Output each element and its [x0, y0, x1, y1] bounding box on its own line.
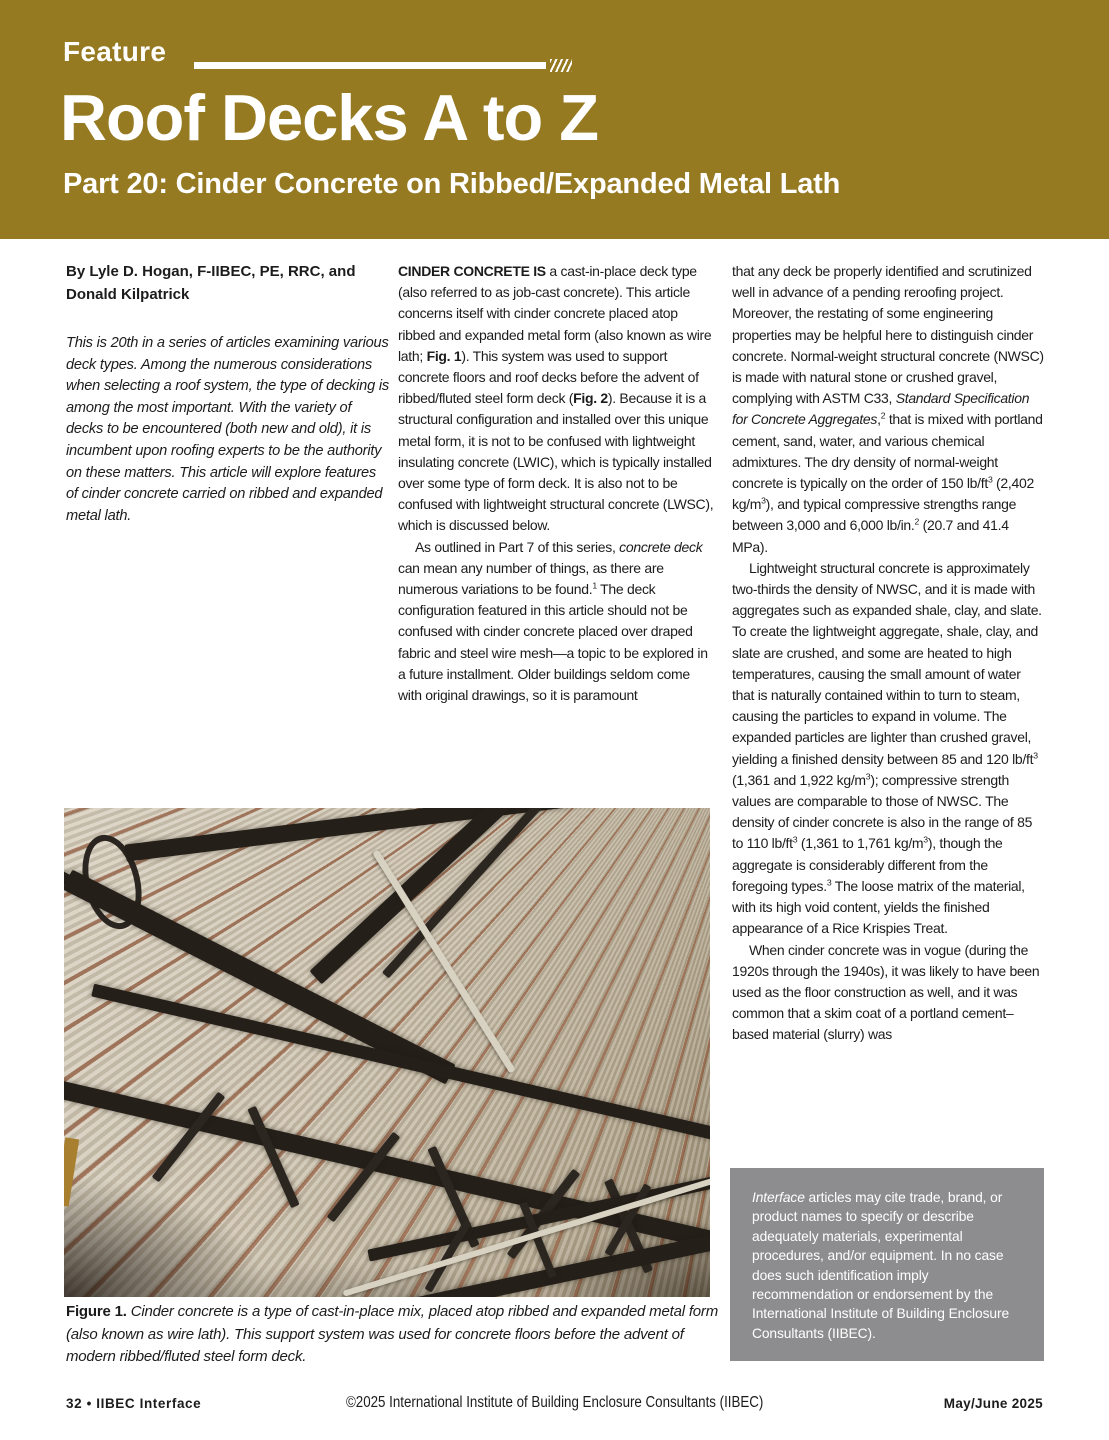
article-title: Roof Decks A to Z [60, 81, 598, 154]
body-paragraph: As outlined in Part 7 of this series, concrete deck can mean any number of things, as there are numerous variations to be found.$^1$ The deck configuration featured in this article should not be confused with cinder concrete placed over draped fabric and steel wire mesh—a topic to be explored in a future installment. Older buildings seldom come with original drawings, so it is paramount [398, 538, 708, 704]
page-footer [0, 1394, 1109, 1416]
article-subtitle: Part 20: Cinder Concrete on Ribbed/Expanded Metal Lath [63, 168, 841, 200]
footer-issue-date: May/June 2025 [943, 1396, 1043, 1411]
figure-1-caption: Figure 1. Cinder concrete is a type of cast-in-place mix, placed atop ribbed and expanded metal form (also known as wire lath). This support system was used for concrete floors before the advent of modern ribbed/fluted steel form deck. [66, 1303, 719, 1365]
photo-yellow-fitting [64, 1137, 79, 1206]
footer-copyright: ©2025 International Institute of Building Enclosure Consultants (IIBEC) [345, 1394, 764, 1411]
byline-line-2: Donald Kilpatrick [66, 286, 190, 303]
footer-page-number: 32 • IIBEC Interface [66, 1396, 202, 1411]
body-paragraph: When cinder concrete was in vogue (during the 1920s through the 1940s), it was likely to have been used as the floor construction as well, and it was common that a skim coat of a portland cement–based material (slurry) was [732, 941, 1040, 1043]
intro-paragraph: This is 20th in a series of articles examining various deck types. Among the numerous considerations when selecting a roof system, the type of decking is among the most important. With the variety of decks to be encountered (both new and old), it is incumbent upon roofing experts to be the authority on these matters. This article will explore features of cinder concrete carried on ribbed and expanded metal lath. [66, 335, 389, 524]
column-3 [732, 261, 1045, 1046]
feature-kicker: Feature [63, 36, 167, 67]
byline-line-1: By Lyle D. Hogan, F-IIBEC, PE, RRC, and [66, 263, 356, 280]
body-paragraph: Lightweight structural concrete is approximately two-thirds the density of NWSC, and it is made with aggregates such as expanded shale, clay, and slate. To create the lightweight aggregate, shale, clay, and slate are crushed, and some are heated to high temperatures, causing the small amount of water that is naturally contained within to turn to steam, causing the particles to expand in volume. The expanded particles are lighter than crushed gravel, yielding a finished density between 85 and 120 $lb/ft^3$ (1,361 and 1,922 $kg/m^3$); compressive strength values are comparable to those of NWSC. The density of cinder concrete is also in the range of 85 to 110 $lb/ft^3$ (1,361 to 1,761 $kg/m^3$), though the aggregate is considerably different from the foregoing types.$^3$ The loose matrix of the material, with its high void content, yields the finished appearance of a Rice Krispies Treat. [732, 559, 1042, 937]
kicker-rule-hatch-icon [550, 59, 572, 72]
body-paragraph: that any deck be properly identified and scrutinized well in advance of a pending reroofing project. Moreover, the restating of some engineering properties may be helpful here to distinguish cinder concrete. Normal-weight structural concrete (NWSC) is made with natural stone or crushed gravel, complying with ASTM C33, Standard Specification for Concrete Aggregates,$^2$ that is mixed with portland cement, sand, water, and various chemical admixtures. The dry density of normal-weight concrete is typically on the order of 150 $lb/ft^3$ (2,402 $kg/m^3$), and typical compressive strengths range between 3,000 and 6,000 lb/in.$^2$ (20.7 and 41.4 MPa). [732, 263, 1044, 555]
photo-truss-web [247, 1106, 299, 1208]
header-band [0, 0, 1109, 239]
body-paragraph: CINDER CONCRETE IS a cast-in-place deck type (also referred to as job-cast concrete). This article concerns itself with cinder concrete placed atop ribbed and expanded metal form (also known as wire lath; Fig. 1). This system was used to support concrete floors and roof decks before the advent of ribbed/fluted steel form deck (Fig. 2). Because it is a structural configuration and installed over this unique metal form, it is not to be confused with lightweight insulating concrete (LWIC), which is typically installed over some type of form deck. It is also not to be confused with lightweight structural concrete (LWSC), which is discussed below. [398, 263, 714, 534]
figure-1-photo [64, 808, 710, 1297]
kicker-rule [194, 62, 546, 69]
disclaimer-box: Interface articles may cite trade, brand, or product names to specify or describe adequately materials, experimental procedures, and/or equipment. In no case does such identification imply recommendation or endorsement by the International Institute of Building Enclosure Consultants (IIBEC). [730, 1168, 1044, 1361]
byline [66, 260, 388, 306]
footer-copyright-wrap [0, 1394, 1109, 1412]
column-2 [398, 261, 714, 706]
